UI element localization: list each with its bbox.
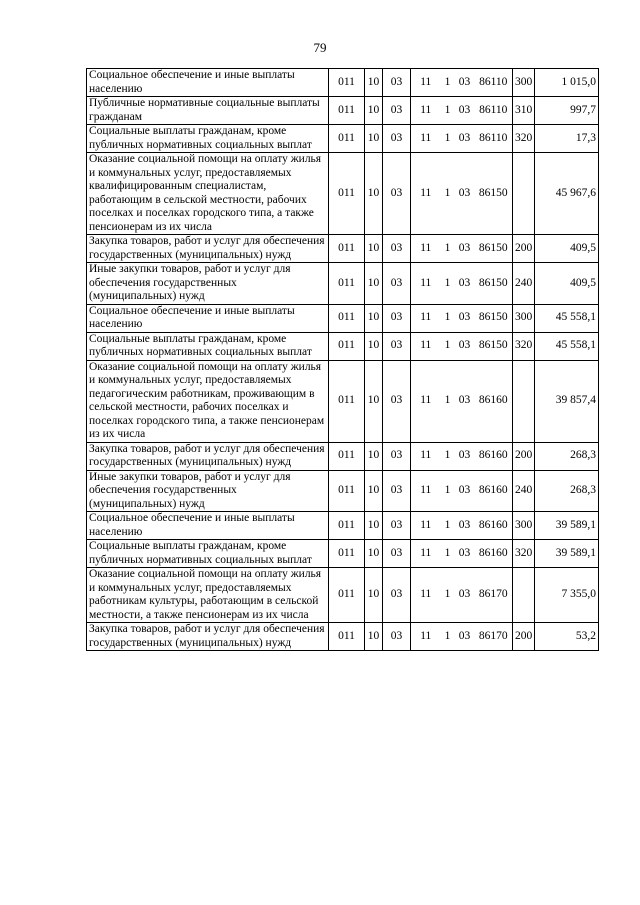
activity-code: 03 bbox=[455, 623, 475, 651]
table-row bbox=[87, 235, 599, 263]
program-code: 11 bbox=[411, 153, 441, 235]
row-description: Оказание социальной помощи на оплату жилья и коммунальных услуг, предоставляемых педагогическим работникам, проживающим в сельской местности, рабочих поселках и поселках городского типа, а также пенсионерам из их числа bbox=[87, 360, 329, 442]
section-code: 10 bbox=[365, 304, 383, 332]
section-code: 10 bbox=[365, 568, 383, 623]
subsection-code: 03 bbox=[383, 235, 411, 263]
row-description: Оказание социальной помощи на оплату жилья и коммунальных услуг, предоставляемых квалифицированным специалистам, работающим в сельской местности, рабочих поселках и поселках городского типа, а также пенсионерам из их числа bbox=[87, 153, 329, 235]
subsection-code: 03 bbox=[383, 97, 411, 125]
expense-type-code: 320 bbox=[513, 332, 535, 360]
program-code: 11 bbox=[411, 540, 441, 568]
row-description: Социальное обеспечение и иные выплаты населению bbox=[87, 69, 329, 97]
section-code: 10 bbox=[365, 332, 383, 360]
subprogram-code: 1 bbox=[441, 69, 455, 97]
row-description: Социальные выплаты гражданам, кроме публичных нормативных социальных выплат bbox=[87, 125, 329, 153]
amount: 409,5 bbox=[535, 235, 599, 263]
amount: 409,5 bbox=[535, 263, 599, 305]
program-code: 11 bbox=[411, 512, 441, 540]
amount: 45 558,1 bbox=[535, 332, 599, 360]
expense-type-code: 310 bbox=[513, 97, 535, 125]
ministry-code: 011 bbox=[329, 470, 365, 512]
program-code: 11 bbox=[411, 568, 441, 623]
activity-code: 03 bbox=[455, 568, 475, 623]
ministry-code: 011 bbox=[329, 69, 365, 97]
subprogram-code: 1 bbox=[441, 153, 455, 235]
subprogram-code: 1 bbox=[441, 623, 455, 651]
subsection-code: 03 bbox=[383, 470, 411, 512]
subprogram-code: 1 bbox=[441, 235, 455, 263]
expense-type-code: 200 bbox=[513, 623, 535, 651]
subsection-code: 03 bbox=[383, 304, 411, 332]
program-code: 11 bbox=[411, 623, 441, 651]
subprogram-code: 1 bbox=[441, 568, 455, 623]
direction-code: 86150 bbox=[475, 235, 513, 263]
page-number: 79 bbox=[313, 40, 327, 55]
expense-type-code: 300 bbox=[513, 304, 535, 332]
amount: 1 015,0 bbox=[535, 69, 599, 97]
table-row bbox=[87, 153, 599, 235]
direction-code: 86150 bbox=[475, 153, 513, 235]
ministry-code: 011 bbox=[329, 304, 365, 332]
ministry-code: 011 bbox=[329, 568, 365, 623]
ministry-code: 011 bbox=[329, 125, 365, 153]
activity-code: 03 bbox=[455, 263, 475, 305]
subprogram-code: 1 bbox=[441, 470, 455, 512]
program-code: 11 bbox=[411, 235, 441, 263]
direction-code: 86160 bbox=[475, 512, 513, 540]
direction-code: 86110 bbox=[475, 69, 513, 97]
section-code: 10 bbox=[365, 360, 383, 442]
amount: 45 967,6 bbox=[535, 153, 599, 235]
expense-type-code: 200 bbox=[513, 235, 535, 263]
table-row bbox=[87, 512, 599, 540]
subprogram-code: 1 bbox=[441, 442, 455, 470]
program-code: 11 bbox=[411, 125, 441, 153]
section-code: 10 bbox=[365, 153, 383, 235]
table-row bbox=[87, 540, 599, 568]
table-row bbox=[87, 125, 599, 153]
table-row bbox=[87, 69, 599, 97]
expense-type-code: 300 bbox=[513, 512, 535, 540]
ministry-code: 011 bbox=[329, 97, 365, 125]
ministry-code: 011 bbox=[329, 263, 365, 305]
ministry-code: 011 bbox=[329, 360, 365, 442]
direction-code: 86160 bbox=[475, 360, 513, 442]
direction-code: 86110 bbox=[475, 125, 513, 153]
direction-code: 86150 bbox=[475, 332, 513, 360]
direction-code: 86160 bbox=[475, 442, 513, 470]
amount: 268,3 bbox=[535, 442, 599, 470]
section-code: 10 bbox=[365, 263, 383, 305]
subsection-code: 03 bbox=[383, 360, 411, 442]
row-description: Иные закупки товаров, работ и услуг для обеспечения государственных (муниципальных) нужд bbox=[87, 470, 329, 512]
program-code: 11 bbox=[411, 442, 441, 470]
subsection-code: 03 bbox=[383, 69, 411, 97]
ministry-code: 011 bbox=[329, 512, 365, 540]
table-row bbox=[87, 623, 599, 651]
subsection-code: 03 bbox=[383, 540, 411, 568]
direction-code: 86170 bbox=[475, 623, 513, 651]
row-description: Закупка товаров, работ и услуг для обеспечения государственных (муниципальных) нужд bbox=[87, 623, 329, 651]
row-description: Закупка товаров, работ и услуг для обеспечения государственных (муниципальных) нужд bbox=[87, 442, 329, 470]
table-row bbox=[87, 304, 599, 332]
direction-code: 86160 bbox=[475, 470, 513, 512]
activity-code: 03 bbox=[455, 125, 475, 153]
row-description: Социальное обеспечение и иные выплаты населению bbox=[87, 512, 329, 540]
program-code: 11 bbox=[411, 470, 441, 512]
section-code: 10 bbox=[365, 235, 383, 263]
expense-type-code bbox=[513, 568, 535, 623]
section-code: 10 bbox=[365, 540, 383, 568]
subsection-code: 03 bbox=[383, 568, 411, 623]
table-body bbox=[87, 69, 599, 651]
activity-code: 03 bbox=[455, 235, 475, 263]
expense-type-code: 320 bbox=[513, 125, 535, 153]
activity-code: 03 bbox=[455, 97, 475, 125]
table-row bbox=[87, 568, 599, 623]
activity-code: 03 bbox=[455, 69, 475, 97]
program-code: 11 bbox=[411, 360, 441, 442]
amount: 53,2 bbox=[535, 623, 599, 651]
amount: 268,3 bbox=[535, 470, 599, 512]
table-row bbox=[87, 442, 599, 470]
expense-type-code bbox=[513, 153, 535, 235]
section-code: 10 bbox=[365, 442, 383, 470]
activity-code: 03 bbox=[455, 442, 475, 470]
ministry-code: 011 bbox=[329, 442, 365, 470]
row-description: Социальные выплаты гражданам, кроме публичных нормативных социальных выплат bbox=[87, 540, 329, 568]
expense-type-code: 240 bbox=[513, 470, 535, 512]
expense-type-code: 320 bbox=[513, 540, 535, 568]
table-row bbox=[87, 360, 599, 442]
direction-code: 86170 bbox=[475, 568, 513, 623]
budget-table bbox=[86, 68, 599, 651]
direction-code: 86150 bbox=[475, 263, 513, 305]
expense-type-code: 240 bbox=[513, 263, 535, 305]
activity-code: 03 bbox=[455, 470, 475, 512]
row-description: Иные закупки товаров, работ и услуг для обеспечения государственных (муниципальных) нужд bbox=[87, 263, 329, 305]
subprogram-code: 1 bbox=[441, 540, 455, 568]
amount: 7 355,0 bbox=[535, 568, 599, 623]
table-row bbox=[87, 332, 599, 360]
subsection-code: 03 bbox=[383, 153, 411, 235]
subprogram-code: 1 bbox=[441, 263, 455, 305]
subprogram-code: 1 bbox=[441, 125, 455, 153]
expense-type-code bbox=[513, 360, 535, 442]
subsection-code: 03 bbox=[383, 512, 411, 540]
program-code: 11 bbox=[411, 69, 441, 97]
ministry-code: 011 bbox=[329, 332, 365, 360]
program-code: 11 bbox=[411, 263, 441, 305]
ministry-code: 011 bbox=[329, 623, 365, 651]
subsection-code: 03 bbox=[383, 125, 411, 153]
program-code: 11 bbox=[411, 304, 441, 332]
activity-code: 03 bbox=[455, 153, 475, 235]
ministry-code: 011 bbox=[329, 235, 365, 263]
program-code: 11 bbox=[411, 332, 441, 360]
subsection-code: 03 bbox=[383, 263, 411, 305]
row-description: Оказание социальной помощи на оплату жилья и коммунальных услуг, предоставляемых работникам культуры, работающим в сельской местности, а также пенсионерам из их числа bbox=[87, 568, 329, 623]
activity-code: 03 bbox=[455, 304, 475, 332]
row-description: Публичные нормативные социальные выплаты гражданам bbox=[87, 97, 329, 125]
section-code: 10 bbox=[365, 97, 383, 125]
subprogram-code: 1 bbox=[441, 97, 455, 125]
subsection-code: 03 bbox=[383, 332, 411, 360]
subsection-code: 03 bbox=[383, 623, 411, 651]
amount: 39 589,1 bbox=[535, 540, 599, 568]
direction-code: 86160 bbox=[475, 540, 513, 568]
row-description: Социальные выплаты гражданам, кроме публичных нормативных социальных выплат bbox=[87, 332, 329, 360]
section-code: 10 bbox=[365, 470, 383, 512]
subprogram-code: 1 bbox=[441, 332, 455, 360]
activity-code: 03 bbox=[455, 360, 475, 442]
ministry-code: 011 bbox=[329, 153, 365, 235]
activity-code: 03 bbox=[455, 332, 475, 360]
table-row bbox=[87, 470, 599, 512]
subprogram-code: 1 bbox=[441, 304, 455, 332]
amount: 997,7 bbox=[535, 97, 599, 125]
subprogram-code: 1 bbox=[441, 360, 455, 442]
activity-code: 03 bbox=[455, 512, 475, 540]
direction-code: 86150 bbox=[475, 304, 513, 332]
amount: 39 589,1 bbox=[535, 512, 599, 540]
amount: 39 857,4 bbox=[535, 360, 599, 442]
ministry-code: 011 bbox=[329, 540, 365, 568]
row-description: Социальное обеспечение и иные выплаты населению bbox=[87, 304, 329, 332]
expense-type-code: 200 bbox=[513, 442, 535, 470]
subsection-code: 03 bbox=[383, 442, 411, 470]
direction-code: 86110 bbox=[475, 97, 513, 125]
subprogram-code: 1 bbox=[441, 512, 455, 540]
row-description: Закупка товаров, работ и услуг для обеспечения государственных (муниципальных) нужд bbox=[87, 235, 329, 263]
expense-type-code: 300 bbox=[513, 69, 535, 97]
section-code: 10 bbox=[365, 69, 383, 97]
activity-code: 03 bbox=[455, 540, 475, 568]
amount: 45 558,1 bbox=[535, 304, 599, 332]
program-code: 11 bbox=[411, 97, 441, 125]
section-code: 10 bbox=[365, 125, 383, 153]
table-row bbox=[87, 97, 599, 125]
amount: 17,3 bbox=[535, 125, 599, 153]
table-row bbox=[87, 263, 599, 305]
section-code: 10 bbox=[365, 512, 383, 540]
section-code: 10 bbox=[365, 623, 383, 651]
